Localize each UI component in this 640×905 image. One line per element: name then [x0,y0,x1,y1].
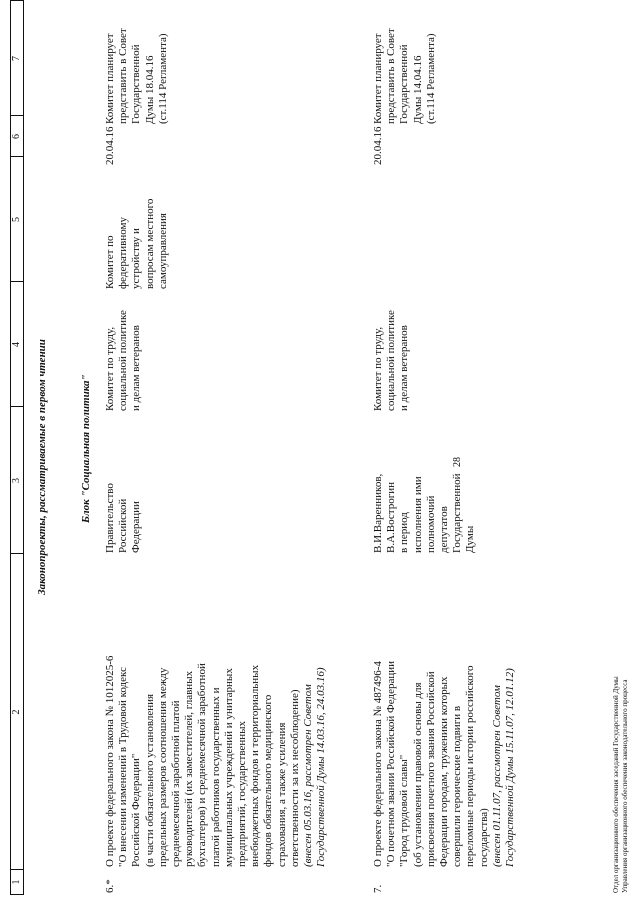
description-line: Федерации городам, труженики которых [438,676,451,867]
bill-initiator [372,473,478,553]
column-header-6: 6 [11,134,22,139]
block-title: Блок "Социальная политика" [80,374,92,523]
plan-line: Думы 14.04.16 [411,55,424,124]
bill-initiator [104,483,144,553]
initiator-line: Федерации [130,501,143,553]
bill-description [104,562,328,867]
section-title: Законопроекты, рассматриваемые в первом чтении [36,339,48,595]
footer-line: Управления организационного обеспечения законодательного процесса [621,679,629,893]
plan-line: представить в Совет [385,28,398,124]
initiator-line: полномочий [424,495,437,553]
column-header-4: 4 [11,342,22,347]
description-line: "Город трудовой славы" [398,754,411,867]
description-line: среднемесячной заработной платой [170,700,183,867]
bill-note-line: Государственной Думы 15.11.07, 12.01.12) [504,668,517,867]
description-line: совершили героические подвиги в [451,705,464,867]
description-line: О проекте федерального закона № 1012025-6 [104,655,116,867]
table-header [10,0,24,895]
co-committee-line: Комитет по [104,235,116,289]
initiator-line: Государственной [451,473,464,553]
column-header-1: 1 [11,879,22,885]
description-line: платой работников государственных и [209,687,222,867]
bill-note-line: (внесен 01.11.07, рассмотрен Советом [490,685,503,867]
description-line: руководителей (их заместителей, главных [183,670,196,867]
plan-line: (ст.114 Регламента) [156,33,169,124]
footer-line: Отдел организационного обеспечения заседаний Государственной Думы [612,676,620,893]
description-line: (об установлении правовой основы для [411,682,424,867]
co-committee-line: федеративному [117,217,130,289]
co-executor-committee [104,199,170,289]
description-line: государства) [477,808,490,867]
row-number: 6.* [104,879,116,893]
initiator-line: В.И.Варенников, [372,473,384,553]
committee-line: и делам ветеранов [130,325,143,411]
bill-description [372,562,517,867]
initiator-line: В.А.Вострогин [385,481,398,553]
page-number: 28 [452,457,463,467]
plan-line: Государственной [130,44,143,124]
description-line: присвоения почетного звания Российской [424,671,437,867]
column-header-7: 7 [11,56,22,61]
co-committee-line: вопросам местного [143,198,156,289]
description-line: (в части обязательного установления [143,693,156,867]
plan-line: Комитет планирует [372,33,384,124]
column-header-3: 3 [11,478,22,483]
plan-line: (ст.114 Регламента) [424,33,437,124]
plan-line: представить в Совет [117,28,130,124]
review-date: 20.04.16 [104,126,116,165]
co-committee-line: устройству и [130,228,143,289]
responsible-committee [104,310,144,411]
responsible-committee [372,310,412,411]
description-line: "О внесении изменений в Трудовой кодекс [117,667,130,867]
committee-plan [104,28,170,124]
description-line: предельных размеров соотношения между [156,667,169,867]
committee-line: Комитет по труду, [372,326,384,411]
committee-line: Комитет по труду, [104,326,116,411]
description-line: переломные периоды истории российского [464,665,477,867]
description-line: муниципальных учреждений и унитарных [222,668,235,867]
column-header-2: 2 [11,709,22,715]
plan-line: Государственной [398,44,411,124]
description-line: страхования, а также усиления [275,722,288,867]
plan-line: Комитет планирует [104,33,116,124]
plan-line: Думы 18.04.16 [143,55,156,124]
initiator-line: исполнения ими [411,476,424,553]
page-footer [612,676,630,893]
review-date: 20.04.16 [372,126,384,165]
committee-line: и делам ветеранов [398,325,411,411]
initiator-line: в период [398,512,411,553]
initiator-line: Российской [117,498,130,553]
bill-note-line: (внесен 05.03.16, рассмотрен Советом [302,684,315,867]
description-line: внебюджетных фондов и территориальных [249,664,262,867]
initiator-line: Правительство [104,483,116,553]
description-line: "О почетном звании Российской Федерации [385,661,398,867]
committee-line: социальной политике [385,310,398,411]
initiator-line: депутатов [438,506,451,553]
description-line: бухгалтеров) и среднемесячной заработной [196,663,209,867]
row-number: 7. [372,884,384,893]
description-line: О проекте федерального закона № 487496-4 [372,661,384,867]
description-line: ответственности за их несоблюдение) [288,689,301,867]
co-committee-line: самоуправления [156,213,169,289]
description-line: предприятий, государственных [236,720,249,867]
committee-line: социальной политике [117,310,130,411]
committee-plan [372,28,438,124]
initiator-line: Думы [464,525,477,553]
column-header-5: 5 [11,217,22,222]
bill-note-line: Государственной Думы 14.03.16, 24.03.16) [315,667,328,867]
description-line: фондов обязательного медицинского [262,694,275,867]
description-line: Российской Федерации" [130,753,143,867]
